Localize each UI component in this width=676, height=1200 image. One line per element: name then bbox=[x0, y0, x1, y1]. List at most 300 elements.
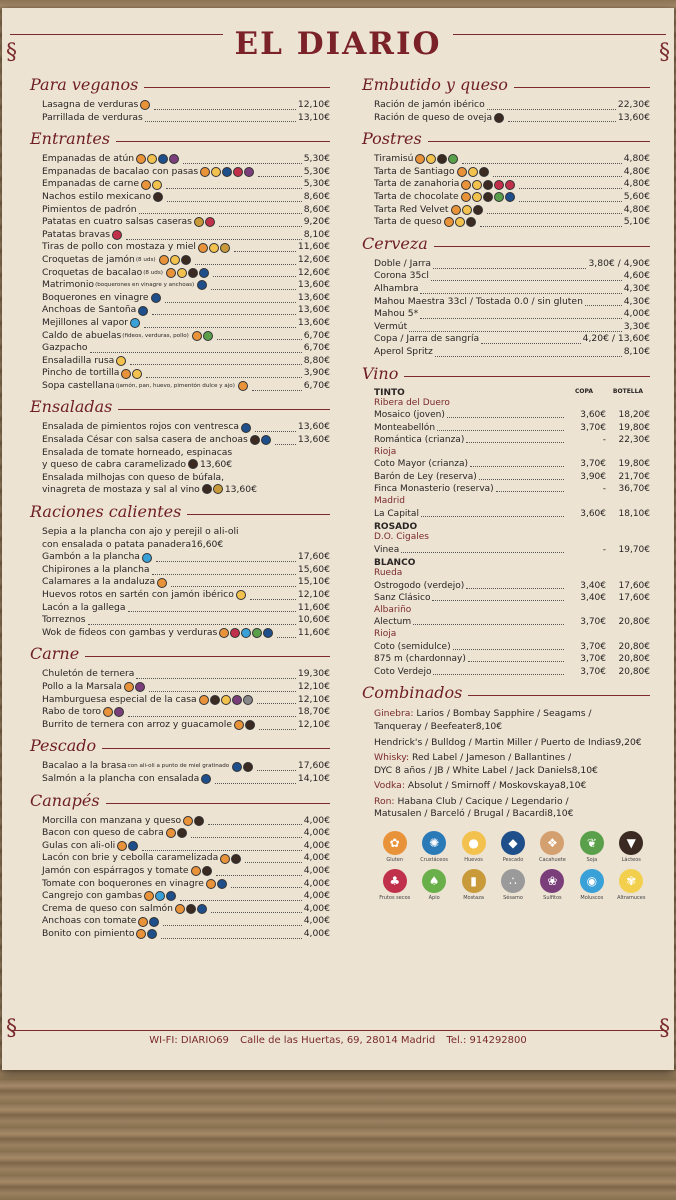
allergen-dot-icon bbox=[117, 841, 127, 851]
allergen-label: Frutos secos bbox=[379, 895, 411, 902]
item-name: Boquerones en vinagre bbox=[42, 291, 149, 303]
wine-copa-price: 3,70€ bbox=[580, 422, 606, 433]
allergen-dot-icon bbox=[166, 268, 176, 278]
dot-leader bbox=[462, 155, 621, 164]
wine-row bbox=[362, 458, 650, 471]
allergen-dot-icon bbox=[200, 167, 210, 177]
item-price: 8,60€ bbox=[303, 190, 330, 202]
section-title: Canapés bbox=[30, 791, 106, 810]
allergen-dot-icon bbox=[114, 707, 124, 717]
item-name: Vermút bbox=[374, 320, 408, 332]
allergen-dot-icon bbox=[505, 192, 515, 202]
brands: Hendrick's / Bulldog / Martin Miller / Puerto de Indias bbox=[374, 736, 616, 748]
item-name: Cangrejo con gambas bbox=[42, 890, 143, 902]
menu-item bbox=[30, 434, 330, 447]
sesame-icon: ∴ bbox=[501, 869, 525, 893]
wine-row bbox=[362, 409, 650, 422]
allergen-dot-icon bbox=[245, 720, 255, 730]
wine-row bbox=[362, 422, 650, 435]
allergen-dot-icon bbox=[181, 255, 191, 265]
dot-leader bbox=[149, 683, 296, 692]
item-name: Bonito con pimiento bbox=[42, 927, 135, 939]
item-name: Empanadas de atún bbox=[42, 153, 135, 165]
wine-row bbox=[362, 592, 650, 605]
item-name: Pollo a la Marsala bbox=[42, 680, 123, 692]
allergen-dot-icon bbox=[211, 167, 221, 177]
wine-region: Rueda bbox=[374, 568, 403, 579]
allergen-icons bbox=[159, 255, 191, 265]
menu-item bbox=[30, 915, 330, 928]
section-header bbox=[30, 644, 330, 666]
brands: Absolut / Smirnoff / Moskovskaya bbox=[407, 780, 560, 792]
allergen-dot-icon bbox=[457, 167, 467, 177]
allergen-dot-icon bbox=[461, 180, 471, 190]
item-name: Ensaladilla rusa bbox=[42, 354, 115, 366]
combinado-group bbox=[362, 752, 650, 777]
allergen-label: Crustáceos bbox=[420, 857, 449, 864]
item-name: Lacón a la gallega bbox=[42, 601, 126, 613]
item-name: Ensalada de tomate horneado, espinacas bbox=[42, 446, 233, 458]
dot-leader bbox=[401, 544, 564, 553]
allergen-dot-icon bbox=[124, 682, 134, 692]
combinado-group bbox=[362, 737, 650, 750]
allergen-dot-icon bbox=[192, 331, 202, 341]
dot-leader bbox=[219, 218, 302, 227]
allergen-dot-icon bbox=[466, 217, 476, 227]
allergen-label: Apio bbox=[428, 895, 440, 902]
allergen-icons bbox=[238, 381, 248, 391]
allergen-dot-icon bbox=[177, 268, 187, 278]
item-price: 4,00€ bbox=[303, 827, 330, 839]
item-name: Croquetas de bacalao bbox=[42, 266, 143, 278]
menu-item bbox=[30, 773, 330, 786]
menu-item bbox=[30, 890, 330, 903]
wine-name: Romántica (crianza) bbox=[374, 435, 465, 446]
wine-name: Sanz Clásico bbox=[374, 593, 431, 604]
dot-leader bbox=[252, 382, 302, 391]
allergen-icons bbox=[444, 217, 476, 227]
dot-leader bbox=[433, 666, 564, 675]
item-price: 4,80€ bbox=[623, 153, 650, 165]
wine-row bbox=[362, 653, 650, 666]
allergen-icons bbox=[144, 891, 176, 901]
item-price: 11,60€ bbox=[297, 626, 330, 638]
dot-leader bbox=[435, 348, 622, 357]
menu-item bbox=[30, 865, 330, 878]
item-name: Burrito de ternera con arroz y guacamole bbox=[42, 718, 232, 730]
menu-item bbox=[30, 99, 330, 112]
item-price: 11,60€ bbox=[297, 241, 330, 253]
allergen-dot-icon bbox=[141, 180, 151, 190]
menu-item bbox=[30, 627, 330, 640]
allergen-dot-icon bbox=[455, 217, 465, 227]
item-name: Sopa castellana bbox=[42, 379, 115, 391]
allergen-label: Altramuces bbox=[617, 895, 646, 902]
menu-item bbox=[30, 551, 330, 564]
item-price: 3,30€ bbox=[623, 320, 650, 332]
menu-item bbox=[362, 346, 650, 359]
dot-leader bbox=[208, 816, 302, 825]
allergen-dot-icon bbox=[138, 306, 148, 316]
allergen-dot-icon bbox=[217, 879, 227, 889]
allergen-dot-icon bbox=[213, 484, 223, 494]
menu-item bbox=[30, 447, 330, 472]
allergen-dot-icon bbox=[232, 762, 242, 772]
wine-region: Rioja bbox=[374, 629, 397, 640]
dot-leader bbox=[250, 591, 296, 600]
menu-item bbox=[30, 355, 330, 368]
allergen-dot-icon bbox=[166, 891, 176, 901]
dot-leader bbox=[211, 904, 302, 913]
item-price: 12,10€ bbox=[297, 99, 330, 110]
dot-leader bbox=[421, 508, 564, 517]
wifi-info: WI-FI: DIARIO69 bbox=[149, 1035, 229, 1046]
dot-leader bbox=[255, 423, 296, 432]
phone: Tel.: 914292800 bbox=[446, 1035, 527, 1046]
item-price: 13,60€ bbox=[297, 304, 330, 316]
menu-item bbox=[30, 719, 330, 732]
allergen-icons bbox=[138, 306, 148, 316]
allergen-dot-icon bbox=[198, 243, 208, 253]
dot-leader bbox=[431, 272, 622, 281]
dot-leader bbox=[163, 917, 301, 926]
allergen-dot-icon bbox=[191, 866, 201, 876]
menu-item bbox=[30, 694, 330, 707]
wine-name: Coto Mayor (crianza) bbox=[374, 459, 468, 470]
allergen-dot-icon bbox=[142, 553, 152, 563]
wine-bottle-price: 20,80€ bbox=[618, 617, 650, 628]
wine-bottle-price: 19,70€ bbox=[618, 544, 650, 555]
item-price: 4,20€ / 13,60€ bbox=[582, 333, 650, 345]
dot-leader bbox=[432, 592, 564, 601]
item-note: (jamón, pan, huevo, pimentón dulce y ajo) bbox=[115, 382, 235, 389]
menu-item bbox=[30, 602, 330, 615]
item-name: con ensalada o patata panadera bbox=[42, 538, 192, 550]
dot-leader bbox=[409, 323, 621, 332]
item-name: Wok de fideos con gambas y verduras bbox=[42, 626, 218, 638]
allergen-dot-icon bbox=[230, 628, 240, 638]
item-price: 13,60€ bbox=[199, 459, 233, 471]
dot-leader bbox=[481, 335, 580, 344]
item-name: Chipirones a la plancha bbox=[42, 563, 150, 575]
menu-item bbox=[30, 178, 330, 191]
allergen-dot-icon bbox=[444, 217, 454, 227]
dot-leader bbox=[487, 205, 622, 214]
allergen-dot-icon bbox=[261, 435, 271, 445]
allergen-dot-icon bbox=[155, 891, 165, 901]
menu-item bbox=[30, 614, 330, 627]
wine-row bbox=[362, 434, 650, 447]
dot-leader bbox=[453, 641, 564, 650]
allergen-dot-icon bbox=[202, 484, 212, 494]
allergen-dot-icon bbox=[233, 167, 243, 177]
item-name: Chuletón de ternera bbox=[42, 668, 135, 680]
dot-leader bbox=[508, 113, 616, 122]
item-price: 5,30€ bbox=[303, 153, 330, 165]
wine-region: Madrid bbox=[374, 496, 405, 507]
allergen-icons bbox=[175, 904, 207, 914]
item-name: Pimientos de padrón bbox=[42, 203, 137, 215]
item-name: Aperol Spritz bbox=[374, 345, 433, 357]
allergen-dot-icon bbox=[426, 154, 436, 164]
dot-leader bbox=[166, 180, 302, 189]
allergen-dot-icon bbox=[220, 854, 230, 864]
menu-item bbox=[362, 308, 650, 321]
allergen-dot-icon bbox=[169, 154, 179, 164]
allergen-dot-icon bbox=[170, 255, 180, 265]
item-price: 6,70€ bbox=[303, 342, 330, 354]
allergen-dot-icon bbox=[136, 929, 146, 939]
col-botella: BOTELLA bbox=[612, 387, 644, 395]
item-name: Alhambra bbox=[374, 282, 419, 294]
menu-item bbox=[30, 564, 330, 577]
allergen-dot-icon bbox=[203, 331, 213, 341]
spirit-label: Whisky: bbox=[374, 752, 410, 764]
wine-bottle-price: 18,20€ bbox=[618, 410, 650, 420]
peanut-icon: ❖ bbox=[540, 831, 564, 855]
allergen-legend-item bbox=[613, 869, 650, 901]
menu-item bbox=[30, 840, 330, 853]
corner-flourish-icon: § bbox=[659, 1016, 670, 1041]
item-price: 5,30€ bbox=[303, 165, 330, 177]
item-price: 12,10€ bbox=[297, 693, 330, 705]
dot-leader bbox=[171, 578, 296, 587]
section-title: Postres bbox=[362, 129, 428, 148]
menu-item bbox=[30, 191, 330, 204]
mustard-icon: ▮ bbox=[462, 869, 486, 893]
item-name: Parrillada de verduras bbox=[42, 111, 143, 123]
grapes-icon: ❀ bbox=[540, 869, 564, 893]
menu-item bbox=[30, 706, 330, 719]
allergen-icons bbox=[241, 423, 251, 433]
allergen-dot-icon bbox=[206, 879, 216, 889]
allergen-icons bbox=[415, 154, 458, 164]
allergen-dot-icon bbox=[103, 707, 113, 717]
menu-item bbox=[30, 878, 330, 891]
item-name: Anchoas con tomate bbox=[42, 915, 137, 927]
allergen-dot-icon bbox=[202, 866, 212, 876]
combinado-price: 9,20€ bbox=[615, 736, 642, 748]
item-name: Lasagna de verduras bbox=[42, 99, 139, 110]
fish-icon: ◆ bbox=[501, 831, 525, 855]
wine-bottle-price: 18,10€ bbox=[618, 508, 650, 519]
menu-item bbox=[30, 576, 330, 589]
allergen-dot-icon bbox=[140, 100, 150, 110]
allergen-icons bbox=[188, 459, 198, 472]
combinado-group bbox=[362, 708, 650, 733]
item-price: 6,70€ bbox=[303, 329, 330, 341]
allergen-legend-item bbox=[376, 869, 413, 901]
wine-row bbox=[362, 483, 650, 496]
section-header bbox=[30, 129, 330, 151]
allergen-icons bbox=[151, 293, 161, 303]
allergen-dot-icon bbox=[238, 381, 248, 391]
allergen-dot-icon bbox=[462, 205, 472, 215]
item-name: Corona 35cl bbox=[374, 270, 429, 282]
allergen-legend-item bbox=[455, 831, 492, 863]
item-price: 4,80€ bbox=[623, 165, 650, 177]
allergen-legend-item bbox=[376, 831, 413, 863]
combinado-price: 8,10€ bbox=[559, 780, 587, 792]
wine-copa-price: 3,70€ bbox=[580, 666, 606, 677]
menu-item bbox=[30, 827, 330, 840]
allergen-dot-icon bbox=[234, 720, 244, 730]
allergen-icons bbox=[236, 590, 246, 600]
allergen-legend-item bbox=[573, 869, 610, 901]
wine-bottle-price: 19,80€ bbox=[618, 422, 650, 433]
item-note: con ali-oli a punto de miel gratinado bbox=[127, 763, 230, 770]
item-name: Tiras de pollo con mostaza y miel bbox=[42, 241, 196, 253]
item-price: 13,60€ bbox=[297, 291, 330, 303]
allergen-label: Soja bbox=[586, 857, 598, 864]
menu-item bbox=[362, 178, 650, 191]
wine-copa-price: 3,70€ bbox=[580, 617, 606, 628]
menu-item bbox=[362, 333, 650, 346]
item-name: Salmón a la plancha con ensalada bbox=[42, 772, 200, 784]
section-title: Carne bbox=[30, 644, 85, 663]
combinado-line bbox=[374, 721, 650, 734]
wine-bottle-price: 36,70€ bbox=[618, 484, 650, 495]
item-name: Matrimonio bbox=[42, 279, 95, 291]
section-header bbox=[362, 364, 650, 386]
menu-item bbox=[30, 852, 330, 865]
item-price: 13,60€ bbox=[297, 316, 330, 328]
item-price: 4,80€ bbox=[623, 203, 650, 215]
section-title: Pescado bbox=[30, 736, 102, 755]
item-price: 12,10€ bbox=[297, 718, 330, 730]
wine-region: D.O. Cigales bbox=[374, 532, 429, 543]
item-name: Mahou Maestra 33cl / Tostada 0.0 / sin gluten bbox=[374, 295, 583, 307]
wine-copa-price: 3,60€ bbox=[580, 508, 606, 519]
allergen-dot-icon bbox=[219, 628, 229, 638]
item-name: Pincho de tortilla bbox=[42, 367, 120, 379]
combinado-group bbox=[362, 780, 650, 793]
allergen-icons bbox=[117, 841, 138, 851]
item-price: 3,90€ bbox=[303, 367, 330, 379]
item-price: 13,60€ bbox=[617, 111, 650, 123]
item-price: 9,20€ bbox=[303, 216, 330, 228]
allergen-icons bbox=[112, 230, 122, 240]
item-name: Caldo de abuelas bbox=[42, 329, 122, 341]
soy-icon: ❦ bbox=[580, 831, 604, 855]
menu-item bbox=[30, 526, 330, 551]
dot-leader bbox=[216, 867, 302, 876]
menu-item bbox=[30, 241, 330, 254]
wine-row bbox=[362, 544, 650, 557]
item-name: Hamburguesa especial de la casa bbox=[42, 693, 197, 705]
menu-item bbox=[30, 279, 330, 292]
wine-region: Ribera del Duero bbox=[374, 397, 450, 408]
allergen-dot-icon bbox=[147, 929, 157, 939]
allergen-icons bbox=[166, 828, 187, 838]
item-name: Tarta de chocolate bbox=[374, 190, 459, 202]
menu-item bbox=[30, 292, 330, 305]
brands: Tanqueray / Beefeater bbox=[374, 720, 476, 732]
wine-category bbox=[362, 522, 650, 532]
menu-item bbox=[362, 321, 650, 334]
item-price: 22,30€ bbox=[617, 99, 650, 110]
wine-name: 875 m (chardonnay) bbox=[374, 654, 466, 665]
section-header bbox=[362, 683, 650, 705]
egg-icon: ● bbox=[462, 831, 486, 855]
spirit-label: Ginebra: bbox=[374, 708, 414, 720]
item-name: Morcilla con manzana y queso bbox=[42, 814, 182, 826]
section-title: Para veganos bbox=[30, 75, 144, 94]
allergen-legend-item bbox=[534, 869, 571, 901]
menu-item bbox=[30, 367, 330, 380]
item-price: 13,60€ bbox=[297, 421, 330, 433]
allergen-icons bbox=[136, 154, 179, 164]
item-price: 10,60€ bbox=[297, 614, 330, 626]
frame-bottom-line bbox=[10, 1030, 666, 1031]
wine-bottle-price: 20,80€ bbox=[618, 666, 650, 677]
menu-item bbox=[362, 296, 650, 309]
wine-copa-price: - bbox=[602, 544, 606, 555]
menu-item bbox=[362, 112, 650, 125]
allergen-dot-icon bbox=[505, 180, 515, 190]
item-price: 16,60€ bbox=[191, 538, 224, 550]
combinado-group bbox=[362, 796, 650, 821]
allergen-icons bbox=[451, 205, 483, 215]
item-price: 13,10€ bbox=[297, 111, 330, 123]
dot-leader bbox=[275, 436, 296, 445]
dot-leader bbox=[211, 281, 296, 290]
nuts-icon: ♣ bbox=[383, 869, 407, 893]
brands: Habana Club / Cacique / Legendario / bbox=[397, 795, 569, 807]
allergen-icons bbox=[200, 167, 254, 177]
section-header bbox=[362, 234, 650, 256]
item-price: 4,30€ bbox=[623, 282, 650, 294]
section-header bbox=[362, 75, 650, 97]
dot-leader bbox=[152, 306, 296, 315]
wine-region: Rioja bbox=[374, 446, 397, 457]
allergen-dot-icon bbox=[199, 268, 209, 278]
dot-leader bbox=[257, 695, 296, 704]
wine-copa-price: 3,60€ bbox=[580, 410, 606, 420]
allergen-dot-icon bbox=[152, 180, 162, 190]
wine-name: Vinea bbox=[374, 544, 400, 555]
dot-leader bbox=[144, 319, 296, 328]
item-price: 5,60€ bbox=[623, 190, 650, 202]
menu-item bbox=[30, 304, 330, 317]
lupin-icon: ✾ bbox=[619, 869, 643, 893]
allergen-dot-icon bbox=[250, 435, 260, 445]
section-title: Embutido y queso bbox=[362, 75, 514, 94]
menu-item bbox=[362, 216, 650, 229]
allergen-icons bbox=[494, 113, 504, 123]
dot-leader bbox=[154, 101, 296, 110]
wine-row bbox=[362, 580, 650, 593]
allergen-dot-icon bbox=[159, 255, 169, 265]
item-name: Gambón a la plancha bbox=[42, 551, 140, 563]
wine-row bbox=[362, 641, 650, 654]
allergen-icons bbox=[183, 816, 204, 826]
item-price: 4,00€ bbox=[303, 877, 330, 889]
dot-leader bbox=[146, 369, 301, 378]
item-price: 4,00€ bbox=[303, 839, 330, 851]
dot-leader bbox=[466, 580, 564, 589]
item-name: Mejillones al vapor bbox=[42, 316, 128, 328]
wheat-icon: ✿ bbox=[383, 831, 407, 855]
wine-copa-price: 3,70€ bbox=[580, 641, 606, 652]
brands: Red Label / Jameson / Ballantines / bbox=[412, 752, 572, 764]
allergen-dot-icon bbox=[136, 154, 146, 164]
dot-leader bbox=[183, 155, 302, 164]
allergen-icons bbox=[457, 167, 489, 177]
allergen-dot-icon bbox=[197, 904, 207, 914]
item-price: 4,30€ bbox=[623, 295, 650, 307]
item-name: Ración de jamón ibérico bbox=[374, 99, 485, 110]
